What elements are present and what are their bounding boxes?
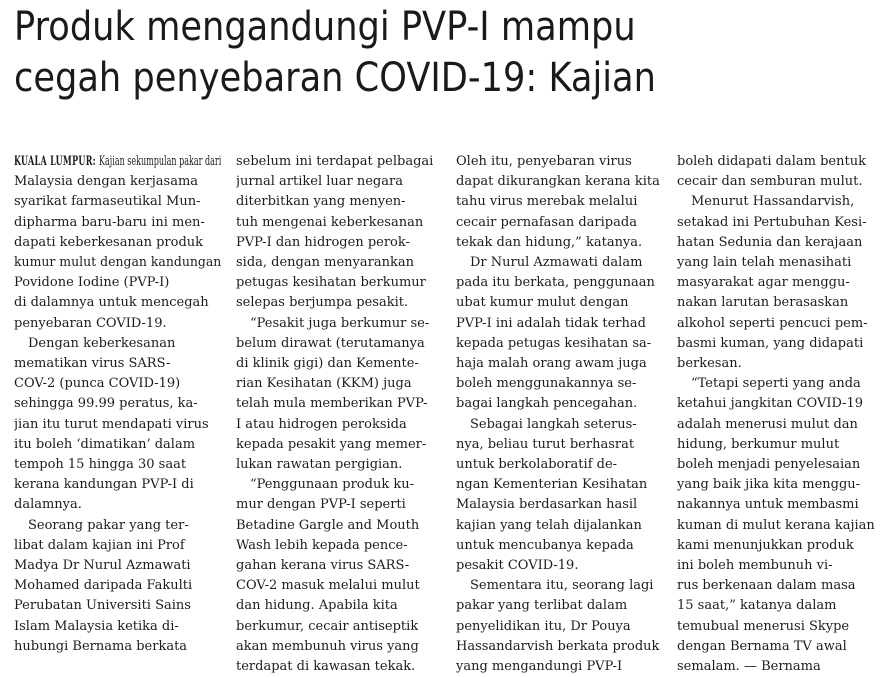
headline-line-1: Produk mengandungi PVP-I mampu	[14, 4, 636, 50]
article-line	[677, 354, 884, 374]
article-line-text: sehingga 99.99 peratus, ka-	[14, 396, 198, 412]
article-line	[236, 253, 443, 273]
article-line	[677, 596, 884, 616]
article-line	[236, 415, 443, 435]
article-line	[14, 576, 221, 596]
article-line	[456, 374, 663, 394]
article-line-text: Povidone Iodine (PVP-I)	[14, 275, 170, 291]
article-line	[456, 455, 663, 475]
article-line-text: nakannya untuk membasmi	[677, 497, 859, 513]
article-line-text: diterbitkan yang menyen-	[236, 194, 406, 210]
article-line	[236, 455, 443, 475]
article-line	[677, 657, 884, 677]
article-line	[677, 415, 884, 435]
article-line-text: Sebagai langkah seterus-	[470, 416, 637, 432]
article-line	[456, 172, 663, 192]
article-line-text: dalamnya.	[14, 497, 82, 513]
article-line-text: Malaysia berdasarkan hasil	[456, 497, 638, 513]
headline	[14, 2, 884, 104]
article-line-text: Mohamed daripada Fakulti	[14, 578, 193, 594]
article-line	[456, 516, 663, 536]
article-line	[456, 314, 663, 334]
article-line-text: dapati keberkesanan produk	[14, 234, 204, 250]
article-line-text: boleh menjadi penyelesaian	[677, 457, 861, 473]
dateline: KUALA LUMPUR:	[14, 154, 100, 169]
article-line	[14, 334, 221, 354]
article-line-text: Hassandarvish berkata produk	[456, 638, 660, 654]
article-line	[456, 536, 663, 556]
article-line-text: basmi kuman, yang didapati	[677, 335, 864, 351]
article-line-text: dengan Bernama TV awal	[677, 638, 847, 654]
article-column-2	[236, 152, 443, 677]
article-line-text: penyelidikan itu, Dr Pouya	[456, 618, 631, 634]
article-line-text: setakad ini Pertubuhan Kesi-	[677, 214, 867, 230]
article-line	[456, 556, 663, 576]
article-line-text: cecair pernafasan daripada	[456, 214, 637, 230]
article-line-text: pada itu berkata, penggunaan	[456, 275, 655, 291]
article-line	[14, 495, 221, 515]
article-line	[456, 576, 663, 596]
article-line-text: tekak dan hidung,” katanya.	[456, 234, 643, 250]
article-line-text: Menurut Hassandarvish,	[691, 194, 855, 210]
article-line-text: temubual menerusi Skype	[677, 618, 850, 634]
headline-line-2: cegah penyebaran COVID-19: Kajian	[14, 55, 656, 101]
article-line	[456, 293, 663, 313]
article-line-text: tempoh 15 hingga 30 saat	[14, 457, 187, 473]
article-line	[677, 192, 884, 212]
article-line	[14, 293, 221, 313]
article-line	[456, 394, 663, 414]
article-line	[14, 314, 221, 334]
article-line	[677, 152, 884, 172]
article-line-text: untuk berkolaboratif de-	[456, 457, 618, 473]
article-line-text: cecair dan semburan mulut.	[677, 174, 863, 190]
article-line-text: yang lain telah menasihati	[677, 255, 852, 271]
article-line	[14, 394, 221, 414]
article-line-text: kumur mulut dengan kandungan	[14, 255, 221, 271]
article-line-text: boleh didapati dalam bentuk	[677, 154, 866, 169]
article-line-text: dapat dikurangkan kerana kita	[456, 174, 660, 190]
article-line-text: nya, beliau turut berhasrat	[456, 436, 635, 452]
article-line	[456, 657, 663, 677]
article-line	[14, 455, 221, 475]
article-line	[677, 435, 884, 455]
article-line	[677, 314, 884, 334]
article-line	[14, 415, 221, 435]
article-line	[236, 536, 443, 556]
article-line-text: PVP-I dan hidrogen perok-	[236, 234, 410, 250]
article-line	[456, 415, 663, 435]
article-line-text: sebelum ini terdapat pelbagai	[236, 154, 434, 169]
article-line-text: hubungi Bernama berkata	[14, 638, 188, 654]
article-line	[456, 617, 663, 637]
article-line	[14, 213, 221, 233]
article-line	[236, 334, 443, 354]
article-line	[236, 556, 443, 576]
article-line-text: hatan Sedunia dan kerajaan	[677, 234, 863, 250]
article-line	[14, 253, 221, 273]
article-line-text: mematikan virus SARS-	[14, 356, 171, 372]
article-line-text: hidung, berkumur mulut	[677, 436, 840, 452]
article-line-text: I atau hidrogen peroksida	[236, 416, 407, 432]
article-line-text: rus berkenaan dalam masa	[677, 578, 856, 594]
article-line	[14, 233, 221, 253]
article-line-text: nakan larutan berasaskan	[677, 295, 849, 311]
article-line-text: COV-2 (punca COVID-19)	[14, 376, 181, 392]
article-line-text: Dengan keberkesanan	[28, 335, 176, 351]
article-line	[236, 374, 443, 394]
article-line	[456, 233, 663, 253]
article-line-text: dipharma baru-baru ini men-	[14, 214, 205, 230]
article-line	[456, 596, 663, 616]
article-line-text: “Tetapi seperti yang anda	[691, 376, 861, 392]
article-column-3	[456, 152, 663, 677]
article-line	[456, 253, 663, 273]
article-line	[677, 172, 884, 192]
article-line-text: penyebaran COVID-19.	[14, 315, 167, 331]
article-column-1	[14, 152, 221, 657]
article-line	[14, 475, 221, 495]
article-line	[677, 273, 884, 293]
article-line	[456, 354, 663, 374]
article-line-text: rian Kesihatan (KKM) juga	[236, 376, 412, 392]
article-line-text: berkumur, cecair antiseptik	[236, 618, 419, 634]
article-line-text: kepada pesakit yang memer-	[236, 436, 427, 452]
article-line	[14, 273, 221, 293]
article-line	[14, 435, 221, 455]
article-line	[236, 657, 443, 677]
article-line-text: pesakit COVID-19.	[456, 558, 579, 574]
article-line	[236, 516, 443, 536]
article-line-text: ngan Kementerian Kesihatan	[456, 477, 648, 493]
article-line	[236, 233, 443, 253]
article-line-text: di klinik gigi) dan Kemente-	[236, 356, 419, 372]
article-line	[236, 172, 443, 192]
article-line-text: alkohol seperti pencuci pem-	[677, 315, 868, 331]
article-line-text: akan membunuh virus yang	[236, 638, 419, 654]
article-line	[677, 455, 884, 475]
article-line	[14, 192, 221, 212]
article-line	[456, 213, 663, 233]
article-line-text: mur dengan PVP-I seperti	[236, 497, 406, 513]
article-line-text: yang baik jika kita menggu-	[677, 477, 861, 493]
article-line	[236, 273, 443, 293]
article-line-text: ketahui jangkitan COVID-19	[677, 396, 864, 412]
article-line	[677, 536, 884, 556]
article-line	[236, 576, 443, 596]
article-line	[14, 637, 221, 657]
article-line-text: kami menunjukkan produk	[677, 537, 854, 553]
article-line-text: ubat kumur mulut dengan	[456, 295, 629, 311]
article-line-text: terdapat di kawasan tekak.	[236, 659, 416, 675]
article-line	[14, 172, 221, 192]
article-line	[14, 536, 221, 556]
article-line-text: berkesan.	[677, 356, 742, 372]
article-line	[456, 334, 663, 354]
article-line-text: Sementara itu, seorang lagi	[470, 578, 654, 594]
article-line-text: semalam. — Bernama	[677, 659, 821, 675]
article-line	[14, 374, 221, 394]
article-line-text: Islam Malaysia ketika di-	[14, 618, 179, 634]
article-line-text: COV-2 masuk melalui mulut	[236, 578, 420, 594]
article-line	[236, 617, 443, 637]
article-line-text: “Pesakit juga berkumur se-	[250, 315, 430, 331]
article-line	[677, 394, 884, 414]
article-line	[456, 495, 663, 515]
article-line-text: Malaysia dengan kerjasama	[14, 174, 199, 190]
article-line	[236, 293, 443, 313]
article-line	[236, 314, 443, 334]
article-line	[677, 576, 884, 596]
article-line	[677, 556, 884, 576]
article-line	[677, 334, 884, 354]
article-line	[14, 556, 221, 576]
article-line	[236, 495, 443, 515]
article-line-text: kepada petugas kesihatan sa-	[456, 335, 652, 351]
article-line-text: Oleh itu, penyebaran virus	[456, 154, 632, 169]
article-line-text: kajian yang telah dijalankan	[456, 517, 642, 533]
article-line-text: tuh mengenai keberkesanan	[236, 214, 424, 230]
article-line	[677, 617, 884, 637]
article-line	[677, 253, 884, 273]
article-line-text: pakar yang terlibat dalam	[456, 598, 628, 614]
article-line-text: haja malah orang awam juga	[456, 356, 647, 372]
article-line-text: itu boleh ‘dimatikan’ dalam	[14, 436, 196, 452]
article-line	[14, 516, 221, 536]
article-line-text: kuman di mulut kerana kajian	[677, 517, 875, 533]
article-line	[677, 233, 884, 253]
article-line	[456, 475, 663, 495]
article-line-text: yang mengandungi PVP-I	[456, 659, 623, 675]
article-line	[236, 192, 443, 212]
article-line	[236, 475, 443, 495]
article-line	[456, 192, 663, 212]
article-line	[677, 293, 884, 313]
article-line	[14, 596, 221, 616]
article-line-text: Wash lebih kepada pence-	[236, 537, 408, 553]
article-line	[456, 435, 663, 455]
article-line-text: telah mula memberikan PVP-	[236, 396, 428, 412]
article-line	[236, 152, 443, 172]
article-line-text: selepas berjumpa pesakit.	[236, 295, 409, 311]
article-line-text: libat dalam kajian ini Prof	[14, 537, 185, 553]
article-line	[677, 213, 884, 233]
article-line-text: 15 saat,” katanya dalam	[677, 598, 837, 614]
article-line	[236, 596, 443, 616]
article-line-text: ini boleh membunuh vi-	[677, 558, 833, 574]
article-line-text: di dalamnya untuk mencegah	[14, 295, 209, 311]
article-line-text: Seorang pakar yang ter-	[28, 517, 189, 533]
article-line-text: syarikat farmaseutikal Mun-	[14, 194, 201, 210]
article-line-text: jurnal artikel luar negara	[236, 174, 403, 190]
article-line-text: adalah menerusi mulut dan	[677, 416, 858, 432]
article-line	[236, 435, 443, 455]
article-line-text: untuk mencubanya kepada	[456, 537, 634, 553]
article-line-text: sida, dengan menyarankan	[236, 255, 414, 271]
article-line	[677, 637, 884, 657]
article-line-text: belum dirawat (terutamanya	[236, 335, 425, 351]
article-line-text: dan hidung. Apabila kita	[236, 598, 398, 614]
article-line-text: PVP-I ini adalah tidak terhad	[456, 315, 646, 331]
article-line-text: kerana kandungan PVP-I di	[14, 477, 194, 493]
article-line	[236, 637, 443, 657]
article-line	[236, 354, 443, 374]
article-line-text: petugas kesihatan berkumur	[236, 275, 426, 291]
article-line-text: tahu virus merebak melalui	[456, 194, 638, 210]
article-line-text: Dr Nurul Azmawati dalam	[470, 255, 643, 271]
article-line	[677, 516, 884, 536]
article-line-text: “Penggunaan produk ku-	[250, 477, 414, 493]
article-line	[236, 394, 443, 414]
article-line-text: Madya Dr Nurul Azmawati	[14, 558, 191, 574]
article-line-text: lukan rawatan pergigian.	[236, 457, 403, 473]
article-line-text: gahan kerana virus SARS-	[236, 558, 410, 574]
article-column-4	[677, 152, 884, 677]
article-line	[677, 475, 884, 495]
article-line-text: boleh menggunakannya se-	[456, 376, 637, 392]
article-line	[14, 152, 221, 172]
article-line-text: Betadine Gargle and Mouth	[236, 517, 420, 533]
article-line	[677, 374, 884, 394]
article-line	[14, 354, 221, 374]
article-line-text: KUALA LUMPUR: Kajian sekumpulan pakar dari	[14, 154, 221, 169]
article-line	[236, 213, 443, 233]
article-line	[677, 495, 884, 515]
article-line-text: masyarakat agar menggu-	[677, 275, 850, 291]
article-line-text: bagai langkah pencegahan.	[456, 396, 638, 412]
article-line	[14, 617, 221, 637]
article-line	[456, 637, 663, 657]
article-line	[456, 152, 663, 172]
article-line-text: Perubatan Universiti Sains	[14, 598, 191, 614]
article-line-text: jian itu turut mendapati virus	[14, 416, 209, 432]
article-line	[456, 273, 663, 293]
